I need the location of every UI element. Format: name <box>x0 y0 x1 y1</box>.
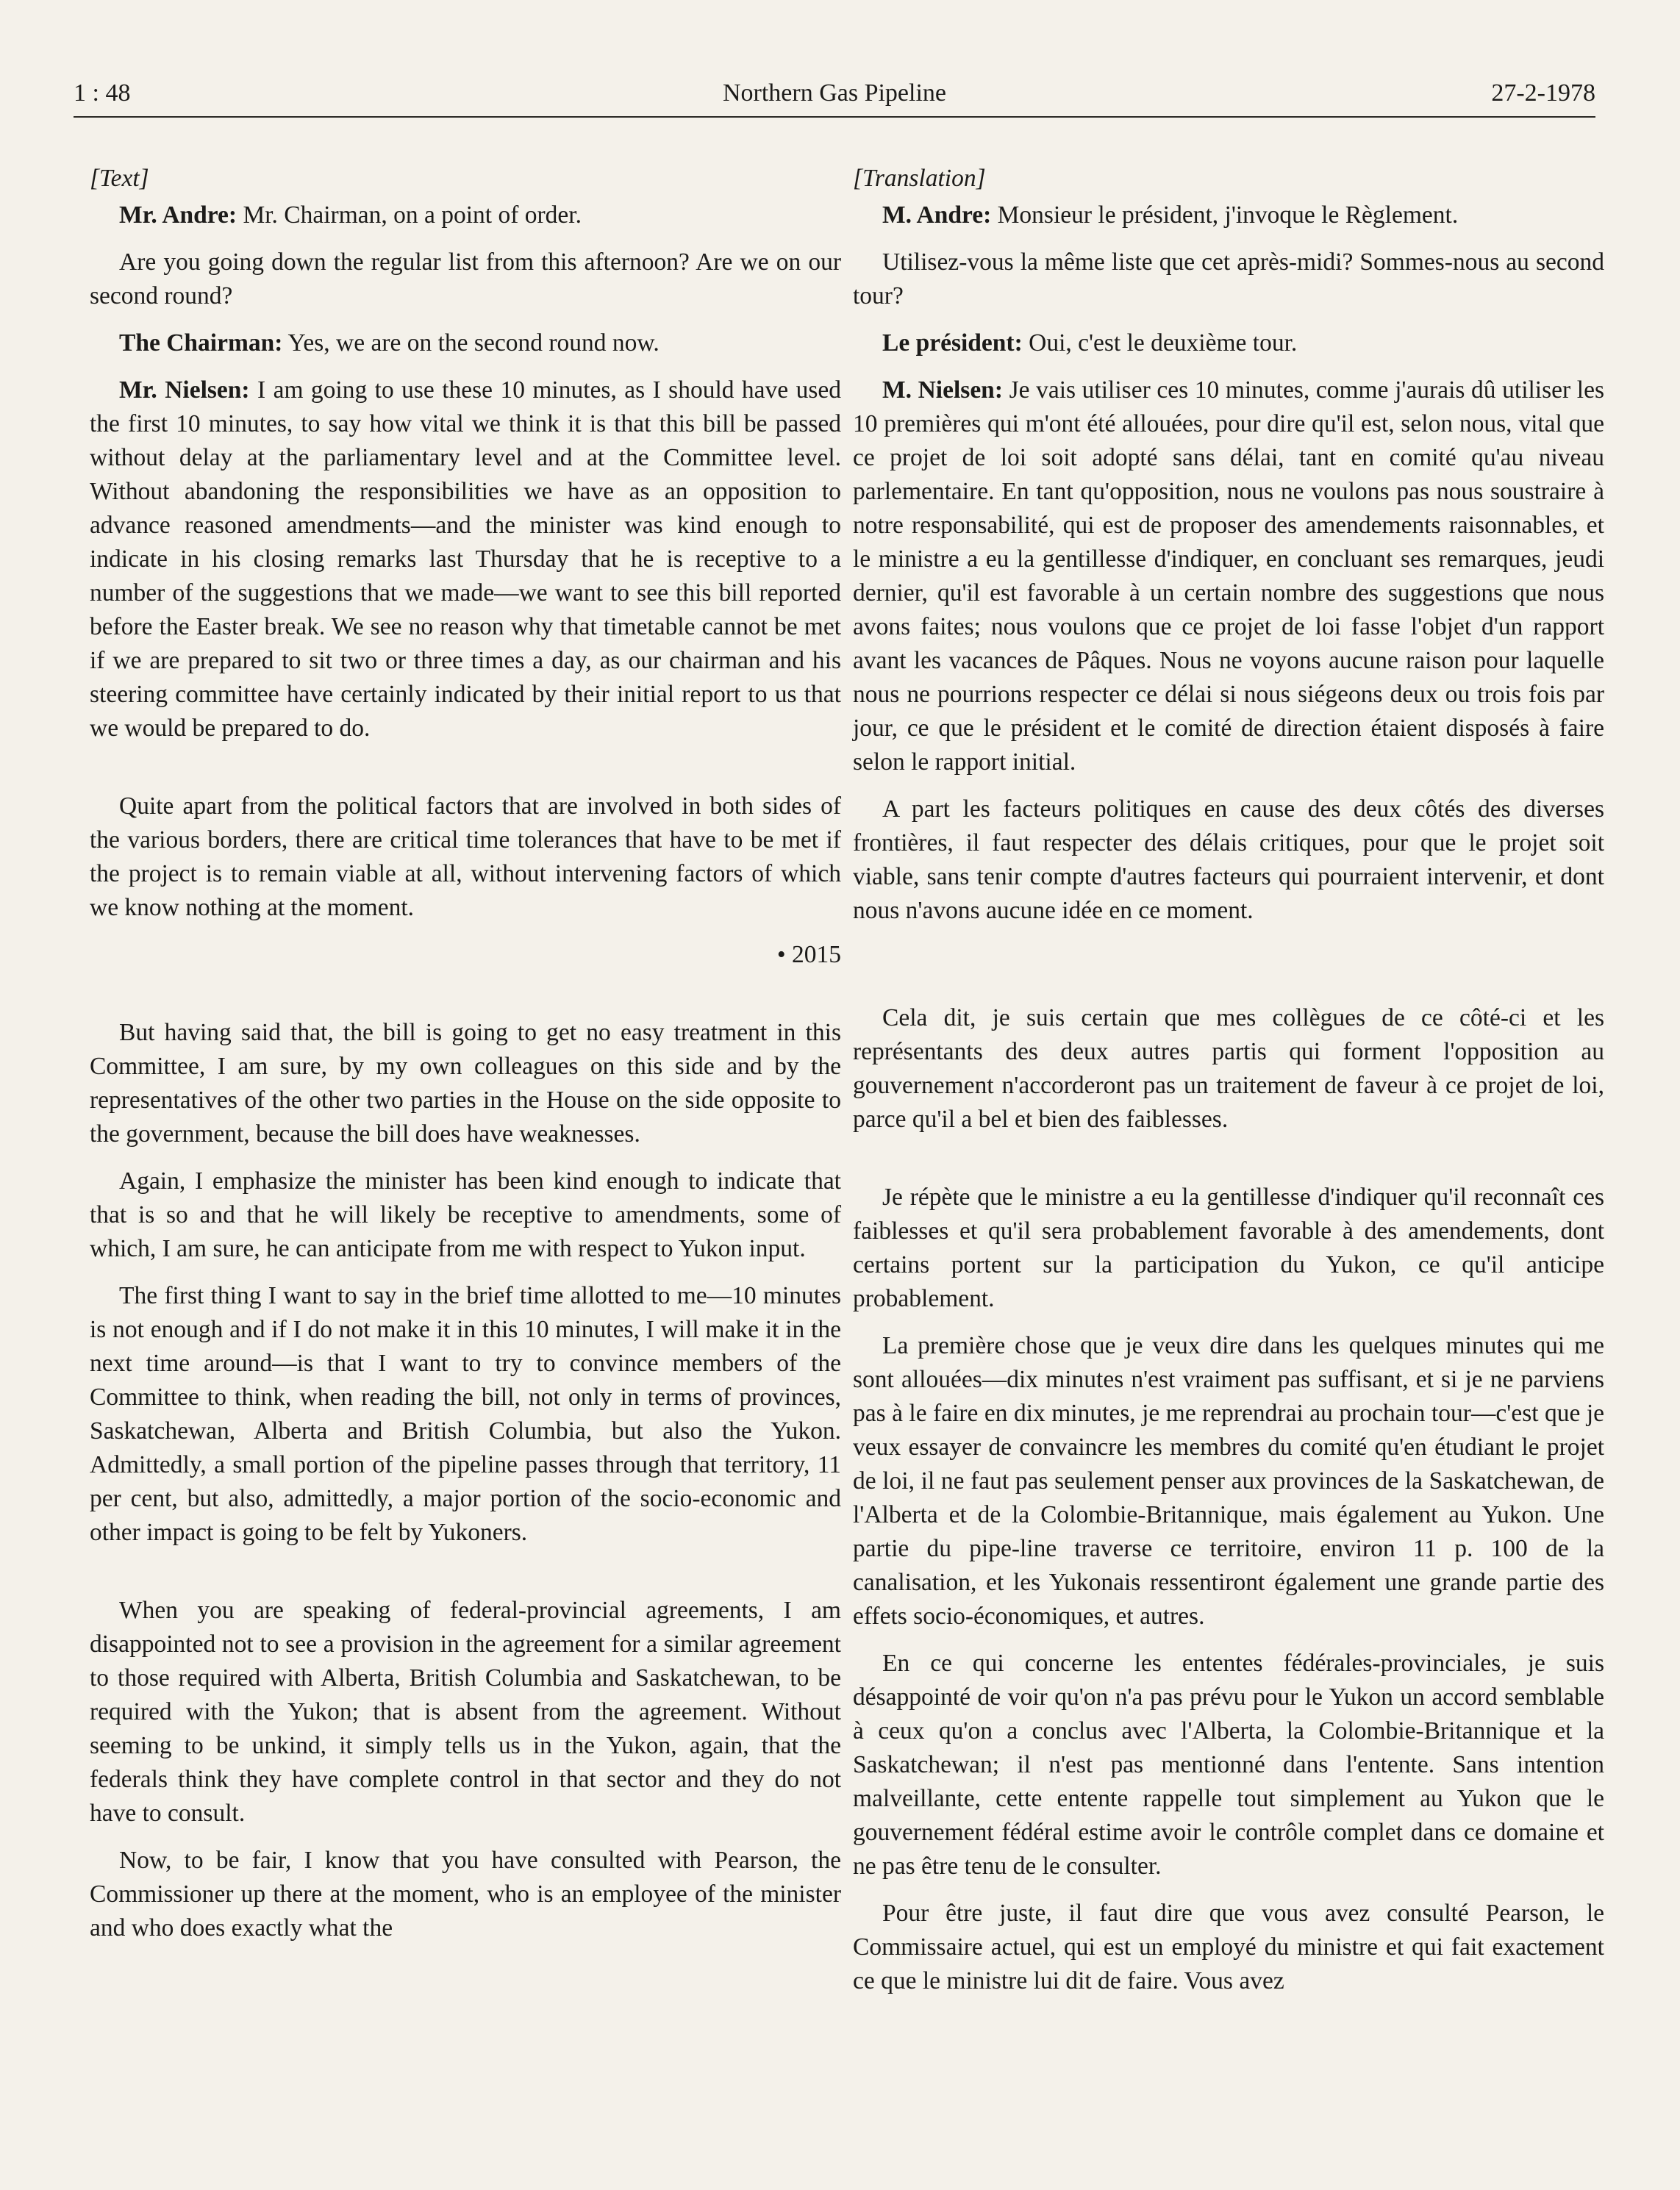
paragraph: La première chose que je veux dire dans les quelques minutes qui me sont allouées—dix minutes n'est vraiment pas suffisant, et si je ne parviens pas à le faire en dix minutes, je me reprendrai au prochain tour—c'est que je veux essayer de convaincre les membres du comité qu'en étudiant le projet de loi, il ne faut pas seulement penser aux provinces de la Saskatchewan, de l'Alberta et de la Colombie-Britannique, mais également au Yukon. Une partie du pipe-line traverse ce territoire, environ 11 p. 100 de la canalisation, et les Yukonais ressentiront également une grande partie des effets socio-économiques, et autres. <box>853 1332 1604 1630</box>
paragraph: The Chairman: Yes, we are on the second round now. <box>119 329 660 357</box>
speaker: M. Andre: <box>882 201 992 229</box>
paragraph: M. Nielsen: Je vais utiliser ces 10 minutes, comme j'aurais dû utiliser les 10 premières qui m'ont été allouées, pour dire qu'il est, selon nous, vital que ce projet de loi soit adopté sans délai, tant en comité qu'au niveau parlementaire. En tant qu'opposition, nous ne voulons pas nous soustraire à notre responsabilité, qui est de proposer des amendements raisonnables, et le ministre a eu la gentillesse d'indiquer, en concluant ses remarques, jeudi dernier, qu'il est favorable à un certain nombre des suggestions que nous avons faites; nous voulons que ce projet de loi fasse l'objet d'un rapport avant les vacances de Pâques. Nous ne voyons aucune raison pour laquelle nous ne pourrions respecter ce délai si nous siégeons deux ou trois fois par jour, ce que le président et le comité de direction étaient disposés à faire selon le rapport initial. <box>853 376 1604 776</box>
page-header <box>74 74 1595 118</box>
paragraph: En ce qui concerne les ententes fédérales-provinciales, je suis désappointé de voir qu'on n'a pas prévu pour le Yukon un accord semblable à ceux qu'on a conclus avec l'Alberta, la Colombie-Britannique et la Saskatchewan; il n'est pas mentionné dans l'entente. Sans intention malveillante, cette entente rappelle tout simplement au Yukon que le gouvernement fédéral estime avoir le contrôle complet dans ce domaine et ne pas être tenu de le consulter. <box>853 1650 1604 1880</box>
english-column <box>90 162 841 1958</box>
paragraph: The first thing I want to say in the brief time allotted to me—10 minutes is not enough and if I do not make it in this 10 minutes, I will make it in the next time around—is that I want to try to convince members of the Committee to think, when reading the bill, not only in terms of provinces, Saskatchewan, Alberta and British Columbia, but also the Yukon. Admittedly, a small portion of the pipeline passes through that territory, 11 per cent, but also, admittedly, a major portion of the socio-economic and other impact is going to be felt by Yukoners. <box>90 1282 841 1546</box>
paragraph: Again, I emphasize the minister has been kind enough to indicate that that is so and that he will likely be receptive to amendments, some of which, I am sure, he can anticipate from me with respect to Yukon input. <box>90 1167 841 1262</box>
paragraph: M. Andre: Monsieur le président, j'invoque le Règlement. <box>882 201 1459 229</box>
paragraph: Le président: Oui, c'est le deuxième tour. <box>882 329 1298 357</box>
paragraph: Cela dit, je suis certain que mes collègues de ce côté-ci et les représentants des deux autres partis qui forment l'opposition au gouvernement n'accorderont pas un traitement de faveur à ce projet de loi, parce qu'il a bel et bien des faiblesses. <box>853 1004 1604 1133</box>
paragraph: Utilisez-vous la même liste que cet après-midi? Sommes-nous au second tour? <box>853 248 1604 309</box>
paragraph: Mr. Andre: Mr. Chairman, on a point of order. <box>119 201 582 229</box>
translation-tag: [Translation] <box>853 165 986 192</box>
paragraph: But having said that, the bill is going to get no easy treatment in this Committee, I am sure, by my own colleagues on this side and by the representatives of the other two parties in the House on the side opposite to the government, because the bill does have weaknesses. <box>90 1019 841 1148</box>
speaker: Mr. Nielsen: <box>119 376 250 404</box>
running-title: Northern Gas Pipeline <box>722 79 947 107</box>
speaker: Le président: <box>882 329 1023 357</box>
paragraph: Are you going down the regular list from this afternoon? Are we on our second round? <box>90 248 841 309</box>
paragraph: Quite apart from the political factors that are involved in both sides of the various borders, there are critical time tolerances that have to be met if the project is to remain viable at all, without intervening factors of which we know nothing at the moment. <box>90 792 841 921</box>
page-number: 1 : 48 <box>74 79 131 107</box>
french-column <box>853 162 1604 2011</box>
paragraph: Je répète que le ministre a eu la gentillesse d'indiquer qu'il reconnaît ces faiblesses et qu'il sera probablement favorable à des amendements, dont certains portent sur la participation du Yukon, ce qu'il anticipe probablement. <box>853 1184 1604 1312</box>
time-marker: • 2015 <box>776 941 841 968</box>
paragraph: Now, to be fair, I know that you have consulted with Pearson, the Commissioner up there at the moment, who is an employee of the minister and who does exactly what the <box>90 1847 841 1942</box>
paragraph: Mr. Nielsen: I am going to use these 10 minutes, as I should have used the first 10 minutes, to say how vital we think it is that this bill be passed without delay at the parliamentary level and at the Committee level. Without abandoning the responsibilities we have as an opposition to advance reasoned amendments—and the minister was kind enough to indicate in his closing remarks last Thursday that he is receptive to a number of the suggestions that we made—we want to see this bill reported before the Easter break. We see no reason why that timetable cannot be met if we are prepared to sit two or three times a day, as our chairman and his steering committee have certainly indicated by their initial report to us that we would be prepared to do. <box>90 376 841 742</box>
speaker: The Chairman: <box>119 329 283 357</box>
paragraph: When you are speaking of federal-provincial agreements, I am disappointed not to see a provision in the agreement for a similar agreement to those required with Alberta, British Columbia and Saskatchewan, to be required with the Yukon; that is absent from the agreement. Without seeming to be unkind, it simply tells us in the Yukon, again, that the federals think they have complete control in that sector and they do not have to consult. <box>90 1597 841 1827</box>
speaker: Mr. Andre: <box>119 201 237 229</box>
page-date: 27-2-1978 <box>1491 79 1595 107</box>
speaker: M. Nielsen: <box>882 376 1003 404</box>
paragraph: A part les facteurs politiques en cause des deux côtés des diverses frontières, il faut respecter des délais critiques, pour que le projet soit viable, sans tenir compte d'autres facteurs qui pourraient intervenir, et dont nous n'avons aucune idée en ce moment. <box>853 795 1604 924</box>
text-tag: [Text] <box>90 165 149 192</box>
paragraph: Pour être juste, il faut dire que vous avez consulté Pearson, le Commissaire actuel, qui est un employé du ministre et qui fait exactement ce que le ministre lui dit de faire. Vous avez <box>853 1900 1604 1994</box>
